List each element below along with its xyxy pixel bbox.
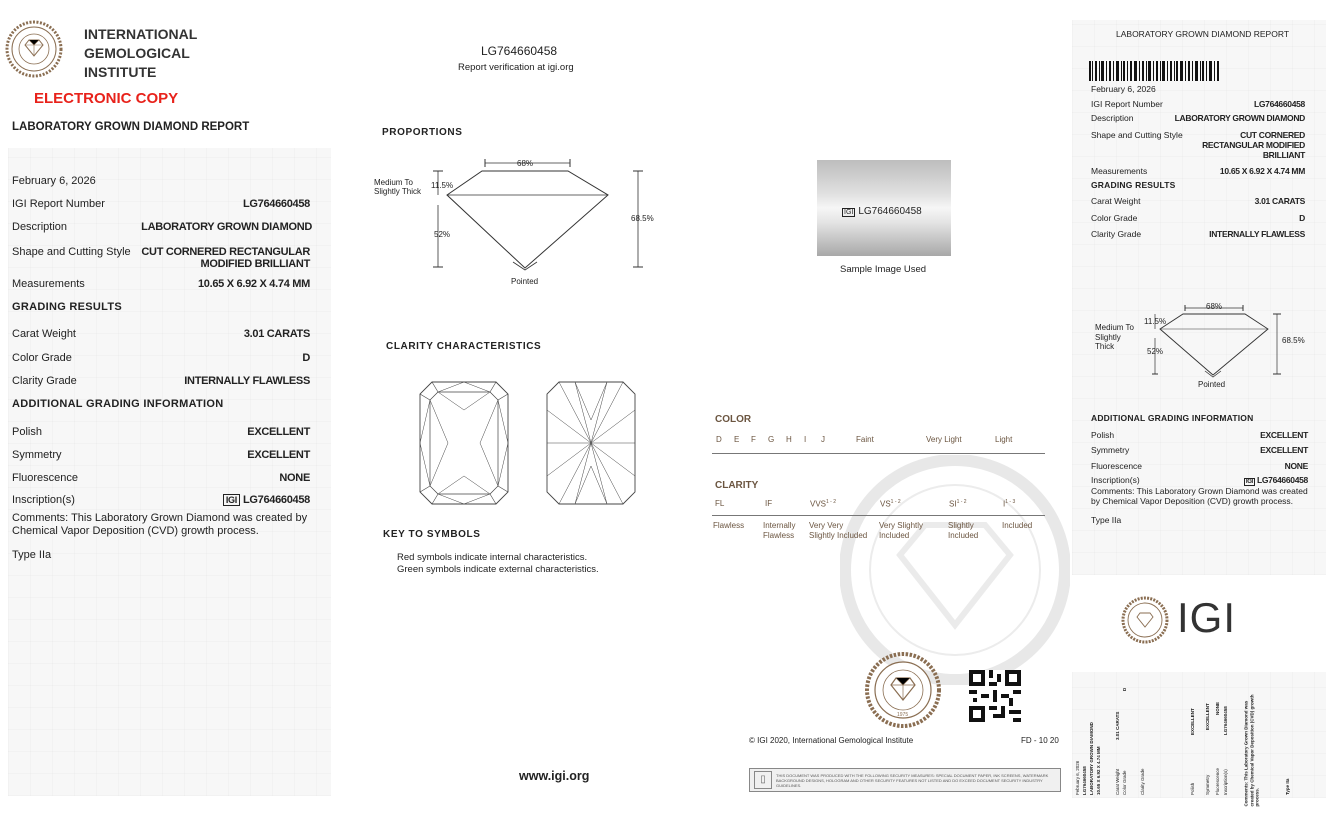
- copyright-text: © IGI 2020, International Gemological Institute: [749, 736, 914, 745]
- left-row-polish: Polish EXCELLENT: [12, 426, 310, 438]
- electronic-copy-label: ELECTRONIC COPY: [34, 90, 179, 107]
- left-row-report-number: IGI Report Number LG764660458: [12, 198, 310, 210]
- card-title: LABORATORY GROWN DIAMOND REPORT: [1116, 29, 1290, 39]
- sample-image: [817, 160, 951, 256]
- depth-percent: 68.5%: [631, 214, 654, 223]
- sample-caption: Sample Image Used: [840, 264, 927, 275]
- stub-date: February 6, 2026: [1075, 760, 1080, 795]
- card-row-polish: Polish EXCELLENT: [1091, 430, 1308, 440]
- form-code: FD - 10 20: [1021, 736, 1059, 745]
- stub-description: LABORATORY GROWN DIAMOND: [1089, 722, 1094, 795]
- color-scale-very-light: Very Light: [926, 435, 962, 444]
- proportions-heading: PROPORTIONS: [382, 127, 463, 138]
- card-girdle-label: Medium To Slightly Thick: [1095, 323, 1134, 351]
- left-row-fluorescence: Fluorescence NONE: [12, 472, 310, 484]
- color-scale-d: D: [716, 435, 722, 444]
- stub-polish-label: Polish: [1190, 782, 1195, 795]
- color-scale-faint: Faint: [856, 435, 874, 444]
- stub-symmetry-value: EXCELLENT: [1205, 703, 1210, 730]
- card-proportions-diagram: [1145, 300, 1305, 380]
- card-row-clarity: Clarity Grade INTERNALLY FLAWLESS: [1091, 229, 1305, 239]
- card-comments: Comments: This Laboratory Grown Diamond was created by Chemical Vapor Deposition (CVD) growth process.: [1091, 486, 1308, 506]
- clarity-scale-heading: CLARITY: [715, 480, 759, 491]
- color-scale-h: H: [786, 435, 792, 444]
- clarity-desc-vvs: Very Very Slightly Included: [809, 521, 868, 540]
- report-title: LABORATORY GROWN DIAMOND REPORT: [12, 121, 250, 133]
- stub-fluorescence-label: Fluorescence: [1215, 767, 1220, 795]
- clarity-vvs: VVS$^{1 - 2}$: [810, 499, 837, 509]
- left-row-shape: Shape and Cutting Style CUT CORNERED RECTANGULAR MODIFIED BRILLIANT: [12, 246, 310, 270]
- card-row-color: Color Grade D: [1091, 213, 1305, 223]
- card-row-description: Description LABORATORY GROWN DIAMOND: [1091, 113, 1305, 123]
- verification-link[interactable]: Report verification at igi.org: [458, 62, 574, 73]
- report-number-header: LG764660458: [481, 44, 558, 58]
- stub-polish-value: EXCELLENT: [1190, 708, 1195, 735]
- card-row-symmetry: Symmetry EXCELLENT: [1091, 445, 1308, 455]
- seal-year: 1975: [897, 712, 909, 718]
- stub-color-value: D: [1122, 687, 1127, 691]
- left-row-inscription: Inscription(s) IGI LG764660458: [12, 494, 310, 506]
- document-icon: ▯: [754, 771, 772, 789]
- crown-percent: 11.5%: [431, 181, 454, 190]
- color-scale-j: J: [821, 435, 825, 444]
- key-line-green: Green symbols indicate external characteristics.: [397, 564, 599, 575]
- stub-comments: Comments: This Laboratory Grown Diamond was created by Chemical Vapor Deposition (CVD) growth process.: [1243, 694, 1260, 807]
- stub-carat-value: 3.01 CARATS: [1115, 711, 1120, 740]
- card-row-measurements: Measurements 10.65 X 6.92 X 4.74 MM: [1091, 166, 1305, 176]
- clarity-vs: VS$^{1 - 2}$: [880, 499, 901, 509]
- clarity-desc-if: Internally Flawless: [763, 521, 796, 540]
- color-scale-light: Light: [995, 435, 1013, 444]
- card-row-report-number: IGI Report Number LG764660458: [1091, 99, 1305, 109]
- card-depth-percent: 68.5%: [1282, 336, 1305, 345]
- clarity-if: IF: [765, 499, 773, 508]
- left-row-symmetry: Symmetry EXCELLENT: [12, 449, 310, 461]
- stub-color-label: Color Grade: [1122, 770, 1127, 795]
- pavilion-percent: 52%: [434, 230, 451, 239]
- clarity-desc-vs: Very Slightly Included: [879, 521, 924, 540]
- website-link[interactable]: www.igi.org: [519, 769, 590, 783]
- culet-label: Pointed: [511, 277, 539, 286]
- card-additional-heading: ADDITIONAL GRADING INFORMATION: [1091, 413, 1254, 423]
- clarity-si: SI$^{1 - 2}$: [949, 499, 967, 509]
- igi-mini-logo-icon: IGI: [844, 209, 854, 216]
- clarity-i: $I^{1 - 3}$: [1003, 499, 1016, 509]
- table-percent: 68%: [517, 159, 534, 168]
- qr-code[interactable]: [969, 670, 1021, 722]
- igi-mini-logo-icon: IGI: [1245, 479, 1253, 485]
- security-note-box: [749, 768, 1061, 792]
- card-grading-heading: GRADING RESULTS: [1091, 180, 1176, 190]
- igi-mini-logo-icon: IGI: [223, 494, 240, 506]
- report-date: February 6, 2026: [12, 175, 96, 187]
- key-to-symbols-heading: KEY TO SYMBOLS: [383, 529, 481, 540]
- stub-measurements: 10.65 X 6.92 X 4.74 MM: [1096, 746, 1101, 795]
- card-crown-percent: 11.5%: [1144, 317, 1167, 326]
- card-row-fluorescence: Fluorescence NONE: [1091, 461, 1308, 471]
- stub-inscription-value: LG764660458: [1223, 706, 1228, 735]
- igi-seal-logo: [5, 20, 63, 78]
- girdle-label: Medium To Slightly Thick: [374, 178, 421, 196]
- color-scale-line: [712, 453, 1045, 454]
- card-table-percent: 68%: [1206, 302, 1223, 311]
- left-row-carat: Carat Weight 3.01 CARATS: [12, 328, 310, 340]
- clarity-fl: FL: [715, 499, 725, 508]
- clarity-desc-si: Slightly Included: [948, 521, 979, 540]
- watermark-seal: [840, 455, 1070, 685]
- color-scale-i: I: [804, 435, 807, 444]
- card-igi-seal: [1121, 596, 1169, 644]
- color-scale-f: F: [751, 435, 756, 444]
- clarity-plot-crown: [418, 380, 510, 506]
- grading-results-heading: GRADING RESULTS: [12, 301, 123, 313]
- stub-inscription-label: Inscription(s): [1223, 769, 1228, 795]
- color-scale-g: G: [768, 435, 775, 444]
- card-row-carat: Carat Weight 3.01 CARATS: [1091, 196, 1305, 206]
- clarity-desc-flawless: Flawless: [713, 521, 745, 530]
- stub-type: Type IIa: [1285, 778, 1290, 795]
- card-row-inscription: Inscription(s) IGI LG764660458: [1091, 475, 1308, 485]
- clarity-desc-i: Included: [1002, 521, 1033, 530]
- card-date: February 6, 2026: [1091, 84, 1156, 94]
- left-row-clarity: Clarity Grade INTERNALLY FLAWLESS: [12, 375, 310, 387]
- card-culet-label: Pointed: [1198, 380, 1226, 389]
- stub-symmetry-label: Symmetry: [1205, 774, 1210, 795]
- stub-carat-label: Carat Weight: [1115, 768, 1120, 795]
- left-type: Type IIa: [12, 549, 52, 561]
- card-type: Type IIa: [1091, 515, 1122, 525]
- left-comments: Comments: This Laboratory Grown Diamond was created by Chemical Vapor Deposition (CVD) growth process.: [12, 512, 308, 537]
- stub-clarity-label: Clarity Grade: [1140, 768, 1145, 795]
- card-pavilion-percent: 52%: [1147, 347, 1164, 356]
- security-note: THIS DOCUMENT WAS PRODUCED WITH THE FOLLOWING SECURITY MEASURES: SPECIAL DOCUMENT PAPER, INK SCREENS, WATERMARK BACKGROUND DESIGNS, HOLOGRAM AND OTHER SECURITY FEATURES NOT LISTED AND DO EXCEED DOCUMENT SECURITY INDUSTRY GUIDELINES.: [776, 772, 1049, 788]
- card-igi-logo-text: IGI: [1177, 594, 1237, 641]
- barcode: [1089, 61, 1221, 81]
- additional-grading-heading: ADDITIONAL GRADING INFORMATION: [12, 398, 224, 410]
- card-row-shape: Shape and Cutting Style CUT CORNERED RECTANGULAR MODIFIED BRILLIANT: [1091, 130, 1305, 160]
- sample-inscription: IGI LG764660458: [844, 206, 922, 217]
- clarity-plot-pavilion: [545, 380, 637, 506]
- stub-fluorescence-value: NONE: [1215, 701, 1220, 715]
- stub-report-number: LG764660458: [1082, 766, 1087, 795]
- left-row-color: Color Grade D: [12, 352, 310, 364]
- color-scale-heading: COLOR: [715, 414, 752, 425]
- clarity-scale-line: [712, 515, 1045, 516]
- color-scale-e: E: [734, 435, 740, 444]
- org-name: INTERNATIONAL GEMOLOGICAL INSTITUTE: [84, 26, 198, 80]
- left-row-description: Description LABORATORY GROWN DIAMOND: [12, 221, 312, 233]
- left-row-measurements: Measurements 10.65 X 6.92 X 4.74 MM: [12, 278, 310, 290]
- key-line-red: Red symbols indicate internal characteristics.: [397, 552, 588, 563]
- clarity-characteristics-heading: CLARITY CHARACTERISTICS: [386, 341, 542, 352]
